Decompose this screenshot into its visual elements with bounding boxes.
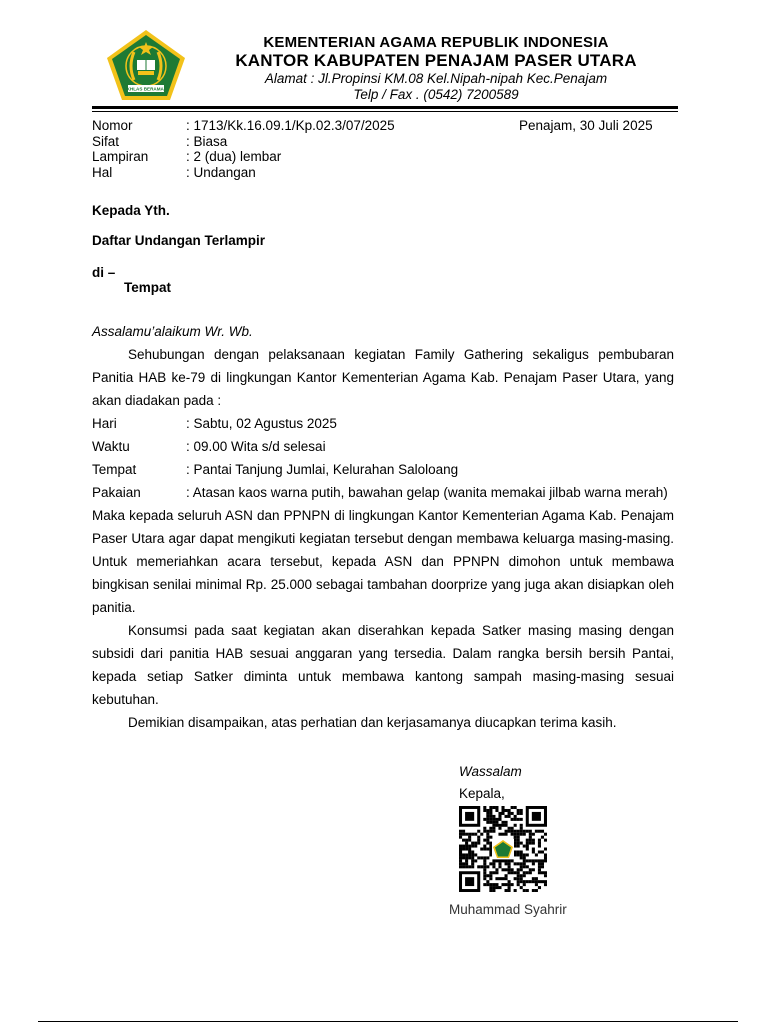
detail-row-pakaian (92, 481, 674, 504)
meta-label: Nomor (92, 118, 133, 133)
meta-value: : 1713/Kk.16.09.1/Kp.02.3/07/2025 (186, 118, 395, 133)
place-date: Penajam, 30 Juli 2025 (519, 118, 653, 133)
office-name: KANTOR KABUPATEN PENAJAM PASER UTARA (235, 51, 637, 70)
office-phone: Telp / Fax . (0542) 7200589 (353, 87, 519, 102)
meta-value: : Undangan (186, 164, 256, 180)
detail-label: Pakaian (92, 485, 141, 500)
letterhead (210, 34, 662, 103)
salam: Assalamu’alaikum Wr. Wb. (92, 324, 253, 339)
paragraph-3: Konsumsi pada saat kegiatan akan diserahkan kepada Satker masing masing dengan subsidi dari panitia HAB sesuai anggaran yang tersedia. Dalam rangka bersih bersih Pantai, kepada setiap Satker diminta untuk membawa kantong sampah masing-masing sesuai kebutuhan. (92, 623, 674, 707)
detail-row-tempat (92, 458, 674, 481)
letter-body (92, 320, 674, 734)
qr-code-icon (459, 806, 547, 892)
meta-row-nomor (92, 118, 516, 134)
letterhead-rule-thin (92, 111, 678, 112)
meta-label: Sifat (92, 133, 120, 149)
recipient-greeting: Kepada Yth. (92, 203, 170, 218)
detail-label: Waktu (92, 439, 130, 454)
paragraph-2: Maka kepada seluruh ASN dan PPNPN di lingkungan Kantor Kementerian Agama Kab. Penajam Paser Utara agar dapat mengikuti kegiatan tersebut dengan membawa keluarga masing-masing. Untuk memeriahkan acara tersebut, kepada ASN dan PPNPN dimohon untuk membawa bingkisan senilai minimal Rp. 25.000 sebagai tambahan doorprize yang juga akan disiapkan oleh panitia. (92, 508, 674, 615)
ministry-name: KEMENTERIAN AGAMA REPUBLIK INDONESIA (263, 34, 609, 51)
closing-paragraph: Demikian disampaikan, atas perhatian dan kerjasamanya diucapkan terima kasih. (128, 715, 617, 730)
logo-motto: IKHLAS BERAMAL (125, 86, 167, 92)
meta-label: Lampiran (92, 149, 149, 164)
detail-label: Hari (92, 416, 117, 431)
recipient-name: Daftar Undangan Terlampir (92, 233, 266, 248)
office-address: Alamat : Jl.Propinsi KM.08 Kel.Nipah-nipah Kec.Penajam (264, 71, 608, 86)
letter-meta (92, 118, 516, 180)
detail-value: : Atasan kaos warna putih, bawahan gelap (wanita memakai jilbab warna merah) (186, 485, 668, 500)
footer-rule (38, 1021, 738, 1022)
detail-value: : 09.00 Wita s/d selesai (186, 439, 326, 454)
meta-value: : 2 (dua) lembar (186, 149, 282, 164)
detail-label: Tempat (92, 462, 137, 477)
detail-value: : Pantai Tanjung Jumlai, Kelurahan Saloloang (186, 462, 459, 477)
intro-paragraph: Sehubungan dengan pelaksanaan kegiatan Family Gathering sekaligus pembubaran Panitia HAB ke-79 di lingkungan Kantor Kementerian Agama Kab. Penajam Paser Utara, yang akan diadakan pada : (92, 347, 674, 408)
meta-row-hal (92, 165, 516, 181)
meta-value: : Biasa (186, 133, 228, 149)
ministry-logo-icon (104, 28, 188, 102)
detail-row-waktu (92, 435, 674, 458)
detail-value: : Sabtu, 02 Agustus 2025 (186, 416, 337, 431)
meta-row-lampiran (92, 149, 516, 165)
letterhead-rule-thick (92, 106, 678, 109)
signer-title: Kepala, (459, 786, 505, 801)
wassalam: Wassalam (459, 764, 522, 779)
recipient-di: di – (92, 265, 116, 280)
signer-name: Muhammad Syahrir (449, 902, 567, 917)
meta-row-sifat (92, 134, 516, 150)
recipient-tempat: Tempat (124, 280, 172, 295)
detail-row-hari (92, 412, 674, 435)
meta-label: Hal (92, 164, 113, 180)
